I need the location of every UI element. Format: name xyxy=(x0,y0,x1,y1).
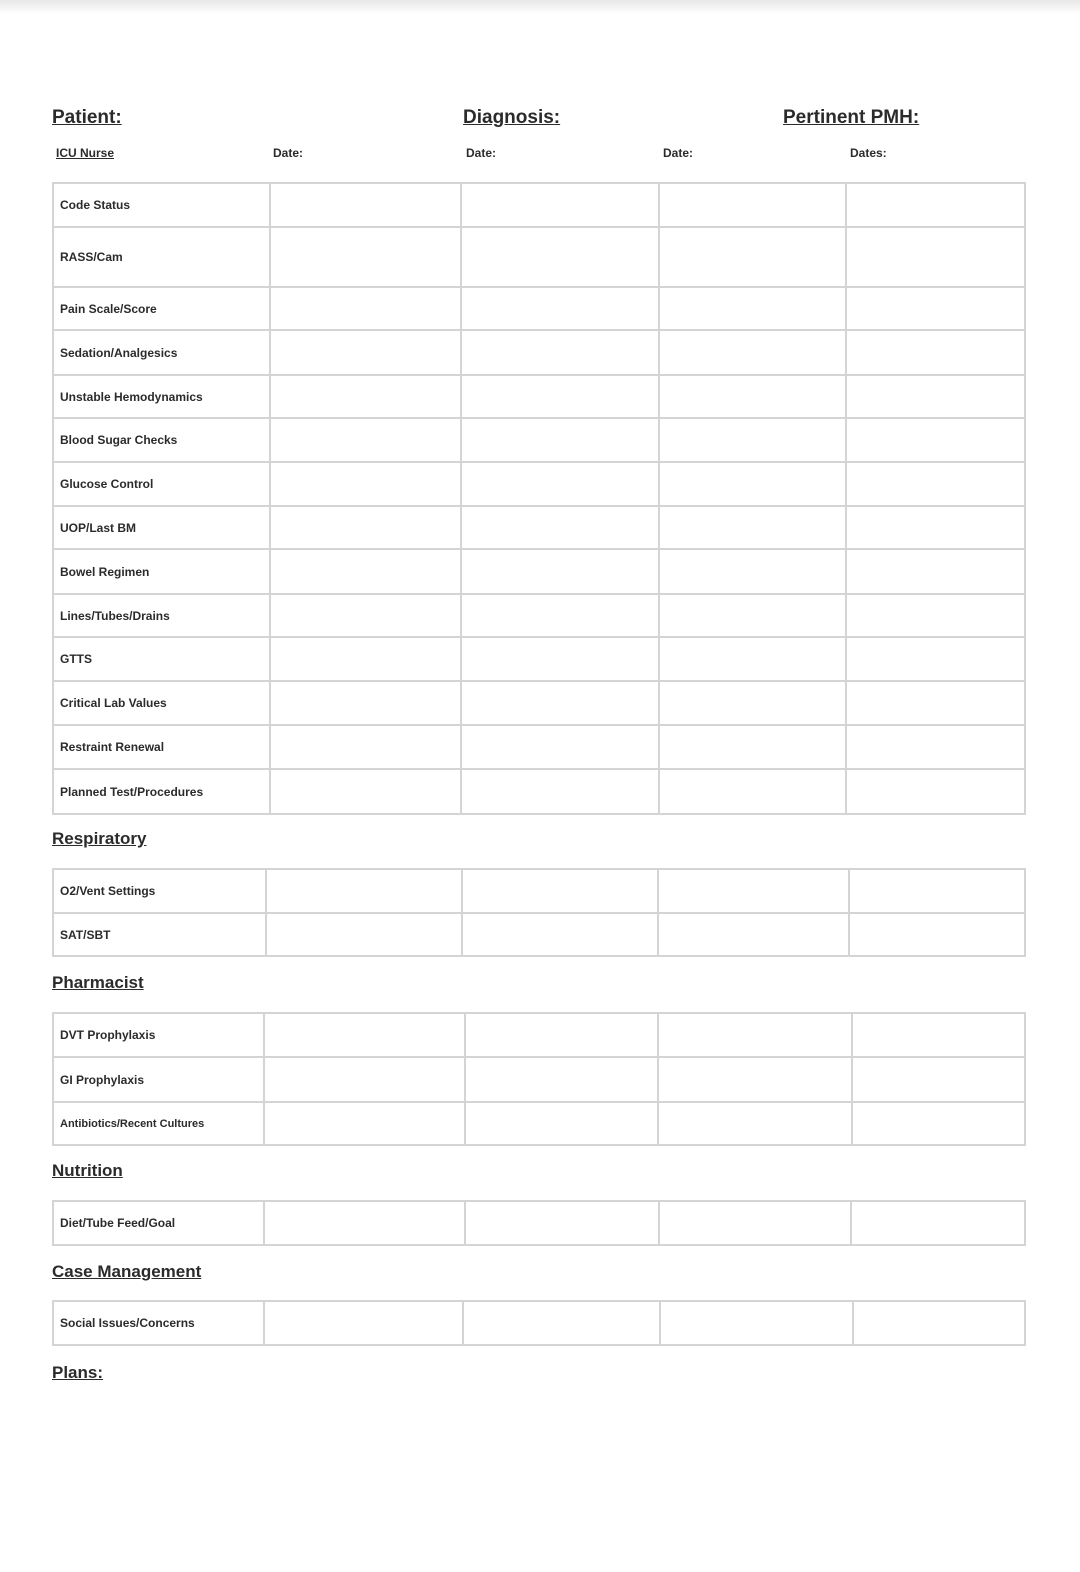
row-label-diet-tube-feed: Diet/Tube Feed/Goal xyxy=(53,1201,264,1245)
row-label-gtts: GTTS xyxy=(53,637,270,681)
entry-cell[interactable] xyxy=(270,183,461,227)
entry-cell[interactable] xyxy=(846,287,1025,330)
diagnosis-label: Diagnosis: xyxy=(463,107,561,128)
date-label-4: Dates: xyxy=(850,146,887,160)
row-label-o2-vent: O2/Vent Settings xyxy=(53,869,266,913)
entry-cell[interactable] xyxy=(659,1201,851,1245)
entry-cell[interactable] xyxy=(264,1057,465,1102)
entry-cell[interactable] xyxy=(461,330,659,375)
section-title-case-management: Case Management xyxy=(52,1262,202,1281)
date-label-3: Date: xyxy=(663,146,694,160)
respiratory-table xyxy=(52,868,1026,957)
table-row xyxy=(53,375,1025,418)
page-top-shadow xyxy=(0,0,1080,14)
entry-cell[interactable] xyxy=(463,1301,660,1345)
entry-cell[interactable] xyxy=(658,1057,852,1102)
table-row xyxy=(53,227,1025,287)
entry-cell[interactable] xyxy=(461,769,659,814)
pertinent-pmh-label: Pertinent PMH: xyxy=(783,107,920,128)
entry-cell[interactable] xyxy=(270,227,461,287)
entry-cell[interactable] xyxy=(846,637,1025,681)
entry-cell[interactable] xyxy=(851,1201,1025,1245)
entry-cell[interactable] xyxy=(270,506,461,549)
section-title-pharmacist: Pharmacist xyxy=(52,973,144,992)
entry-cell[interactable] xyxy=(846,549,1025,594)
nutrition-table xyxy=(52,1200,1026,1246)
row-label-sedation: Sedation/Analgesics xyxy=(53,330,270,375)
table-row xyxy=(53,287,1025,330)
entry-cell[interactable] xyxy=(461,227,659,287)
table-row xyxy=(53,1201,1025,1245)
entry-cell[interactable] xyxy=(461,375,659,418)
entry-cell[interactable] xyxy=(266,913,462,956)
entry-cell[interactable] xyxy=(461,506,659,549)
entry-cell[interactable] xyxy=(846,375,1025,418)
entry-cell[interactable] xyxy=(461,287,659,330)
row-label-rass-cam: RASS/Cam xyxy=(53,227,270,287)
main-assessment-table xyxy=(52,182,1026,815)
row-label-bowel-regimen: Bowel Regimen xyxy=(53,549,270,594)
row-label-dvt-prophylaxis: DVT Prophylaxis xyxy=(53,1013,264,1057)
table-row xyxy=(53,1102,1025,1145)
entry-cell[interactable] xyxy=(465,1102,658,1145)
row-label-uop-last-bm: UOP/Last BM xyxy=(53,506,270,549)
section-title-respiratory: Respiratory xyxy=(52,829,147,848)
entry-cell[interactable] xyxy=(270,287,461,330)
entry-cell[interactable] xyxy=(659,637,846,681)
entry-cell[interactable] xyxy=(660,1301,853,1345)
table-row xyxy=(53,637,1025,681)
section-title-nutrition: Nutrition xyxy=(52,1161,123,1180)
row-label-critical-lab-values: Critical Lab Values xyxy=(53,681,270,725)
row-label-antibiotics: Antibiotics/Recent Cultures xyxy=(53,1102,264,1145)
entry-cell[interactable] xyxy=(264,1301,463,1345)
entry-cell[interactable] xyxy=(659,227,846,287)
row-label-code-status: Code Status xyxy=(53,183,270,227)
entry-cell[interactable] xyxy=(846,681,1025,725)
entry-cell[interactable] xyxy=(270,418,461,462)
table-row xyxy=(53,869,1025,913)
entry-cell[interactable] xyxy=(846,769,1025,814)
entry-cell[interactable] xyxy=(461,418,659,462)
entry-cell[interactable] xyxy=(853,1301,1025,1345)
table-row xyxy=(53,769,1025,814)
entry-cell[interactable] xyxy=(659,330,846,375)
entry-cell[interactable] xyxy=(846,330,1025,375)
entry-cell[interactable] xyxy=(462,869,658,913)
entry-cell[interactable] xyxy=(659,183,846,227)
entry-cell[interactable] xyxy=(659,506,846,549)
date-label-2: Date: xyxy=(466,146,497,160)
plans-label: Plans: xyxy=(52,1363,104,1382)
entry-cell[interactable] xyxy=(849,869,1025,913)
entry-cell[interactable] xyxy=(852,1102,1025,1145)
entry-cell[interactable] xyxy=(659,725,846,769)
entry-cell[interactable] xyxy=(270,769,461,814)
table-row xyxy=(53,418,1025,462)
row-label-glucose-control: Glucose Control xyxy=(53,462,270,506)
entry-cell[interactable] xyxy=(270,375,461,418)
entry-cell[interactable] xyxy=(846,183,1025,227)
row-label-blood-sugar: Blood Sugar Checks xyxy=(53,418,270,462)
table-row xyxy=(53,549,1025,594)
entry-cell[interactable] xyxy=(659,375,846,418)
entry-cell[interactable] xyxy=(264,1102,465,1145)
entry-cell[interactable] xyxy=(461,637,659,681)
table-row xyxy=(53,1013,1025,1057)
entry-cell[interactable] xyxy=(846,227,1025,287)
entry-cell[interactable] xyxy=(270,549,461,594)
entry-cell[interactable] xyxy=(461,725,659,769)
table-row xyxy=(53,913,1025,956)
date-label-1: Date: xyxy=(273,146,304,160)
icu-nurse-label: ICU Nurse xyxy=(56,146,115,160)
entry-cell[interactable] xyxy=(264,1201,465,1245)
entry-cell[interactable] xyxy=(659,462,846,506)
entry-cell[interactable] xyxy=(659,287,846,330)
entry-cell[interactable] xyxy=(659,681,846,725)
table-row xyxy=(53,594,1025,637)
table-row xyxy=(53,681,1025,725)
entry-cell[interactable] xyxy=(461,594,659,637)
entry-cell[interactable] xyxy=(461,183,659,227)
entry-cell[interactable] xyxy=(852,1057,1025,1102)
entry-cell[interactable] xyxy=(846,725,1025,769)
entry-cell[interactable] xyxy=(270,330,461,375)
table-row xyxy=(53,330,1025,375)
table-row xyxy=(53,462,1025,506)
patient-label: Patient: xyxy=(52,107,122,128)
entry-cell[interactable] xyxy=(461,681,659,725)
entry-cell[interactable] xyxy=(658,1013,852,1057)
row-label-sat-sbt: SAT/SBT xyxy=(53,913,266,956)
entry-cell[interactable] xyxy=(846,462,1025,506)
entry-cell[interactable] xyxy=(846,418,1025,462)
row-label-lines-tubes-drains: Lines/Tubes/Drains xyxy=(53,594,270,637)
row-label-hemodynamics: Unstable Hemodynamics xyxy=(53,375,270,418)
entry-cell[interactable] xyxy=(465,1057,658,1102)
entry-cell[interactable] xyxy=(465,1201,659,1245)
row-label-gi-prophylaxis: GI Prophylaxis xyxy=(53,1057,264,1102)
entry-cell[interactable] xyxy=(658,1102,852,1145)
entry-cell[interactable] xyxy=(270,462,461,506)
pharmacist-table xyxy=(52,1012,1026,1146)
entry-cell[interactable] xyxy=(270,725,461,769)
entry-cell[interactable] xyxy=(270,594,461,637)
row-label-planned-tests: Planned Test/Procedures xyxy=(53,769,270,814)
table-row xyxy=(53,725,1025,769)
entry-cell[interactable] xyxy=(659,594,846,637)
entry-cell[interactable] xyxy=(659,549,846,594)
case-management-table xyxy=(52,1300,1026,1346)
entry-cell[interactable] xyxy=(264,1013,465,1057)
table-row xyxy=(53,1301,1025,1345)
entry-cell[interactable] xyxy=(266,869,462,913)
row-label-pain-scale: Pain Scale/Score xyxy=(53,287,270,330)
entry-cell[interactable] xyxy=(461,462,659,506)
table-row xyxy=(53,1057,1025,1102)
entry-cell[interactable] xyxy=(465,1013,658,1057)
entry-cell[interactable] xyxy=(659,418,846,462)
entry-cell[interactable] xyxy=(659,769,846,814)
entry-cell[interactable] xyxy=(658,869,849,913)
entry-cell[interactable] xyxy=(658,913,849,956)
entry-cell[interactable] xyxy=(849,913,1025,956)
entry-cell[interactable] xyxy=(270,681,461,725)
table-row xyxy=(53,183,1025,227)
entry-cell[interactable] xyxy=(846,506,1025,549)
table-row xyxy=(53,506,1025,549)
entry-cell[interactable] xyxy=(852,1013,1025,1057)
row-label-restraint-renewal: Restraint Renewal xyxy=(53,725,270,769)
entry-cell[interactable] xyxy=(462,913,658,956)
row-label-social-issues: Social Issues/Concerns xyxy=(53,1301,264,1345)
entry-cell[interactable] xyxy=(270,637,461,681)
entry-cell[interactable] xyxy=(846,594,1025,637)
entry-cell[interactable] xyxy=(461,549,659,594)
